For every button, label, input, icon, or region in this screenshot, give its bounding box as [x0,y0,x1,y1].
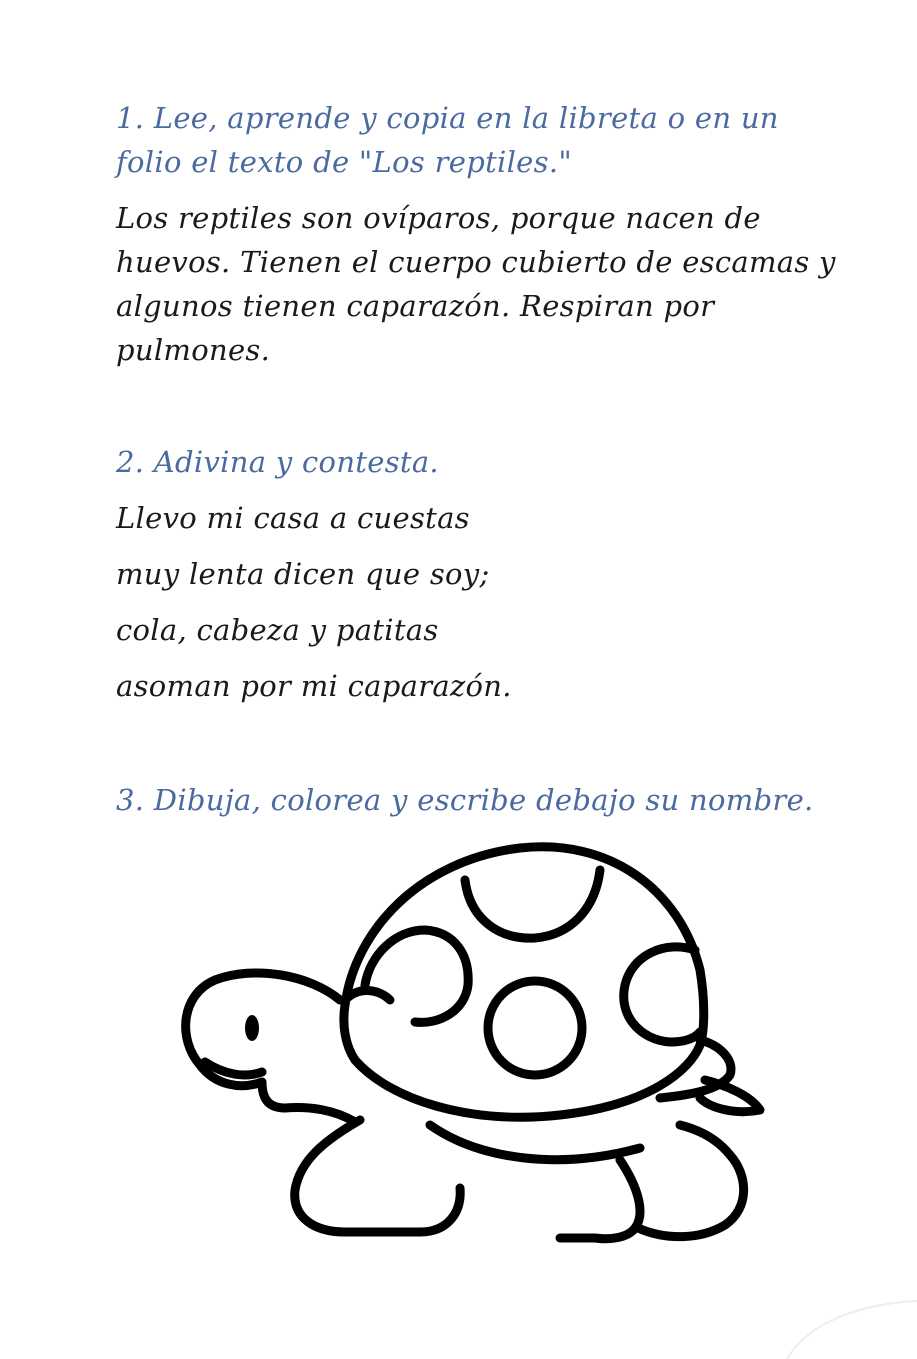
reptiles-text-line-4: pulmones. [116,333,271,367]
turtle-belly [430,1125,640,1160]
section-1-heading-line-2: folio el texto de "Los reptiles." [116,145,572,179]
turtle-back-leg [560,1125,744,1239]
turtle-head [186,973,355,1122]
turtle-eye [245,1015,259,1041]
riddle-line-2: muy lenta dicen que soy; [116,557,490,591]
section-2-heading: 2. Adivina y contesta. [116,445,439,479]
turtle-shell-right-spot [624,947,700,1042]
turtle-shell-top-arc [465,870,600,938]
riddle-line-3: cola, cabeza y patitas [116,613,439,647]
riddle-line-4: asoman por mi caparazón. [116,669,512,703]
page-corner-mark [777,1289,917,1359]
turtle-front-leg [295,1120,460,1232]
section-3-heading: 3. Dibuja, colorea y escribe debajo su nombre. [116,783,814,817]
reptiles-text-line-1: Los reptiles son ovíparos, porque nacen de [116,201,761,235]
reptiles-text-line-2: huevos. Tienen el cuerpo cubierto de escamas y [116,245,836,279]
turtle-shell-left-spot [365,930,468,1022]
turtle-shell-center-spot [488,981,582,1075]
riddle-line-1: Llevo mi casa a cuestas [116,501,470,535]
turtle-outline-icon [175,838,775,1248]
section-1-heading-line-1: 1. Lee, aprende y copia en la libreta o en un [116,101,779,135]
reptiles-text-line-3: algunos tienen caparazón. Respiran por [116,289,715,323]
